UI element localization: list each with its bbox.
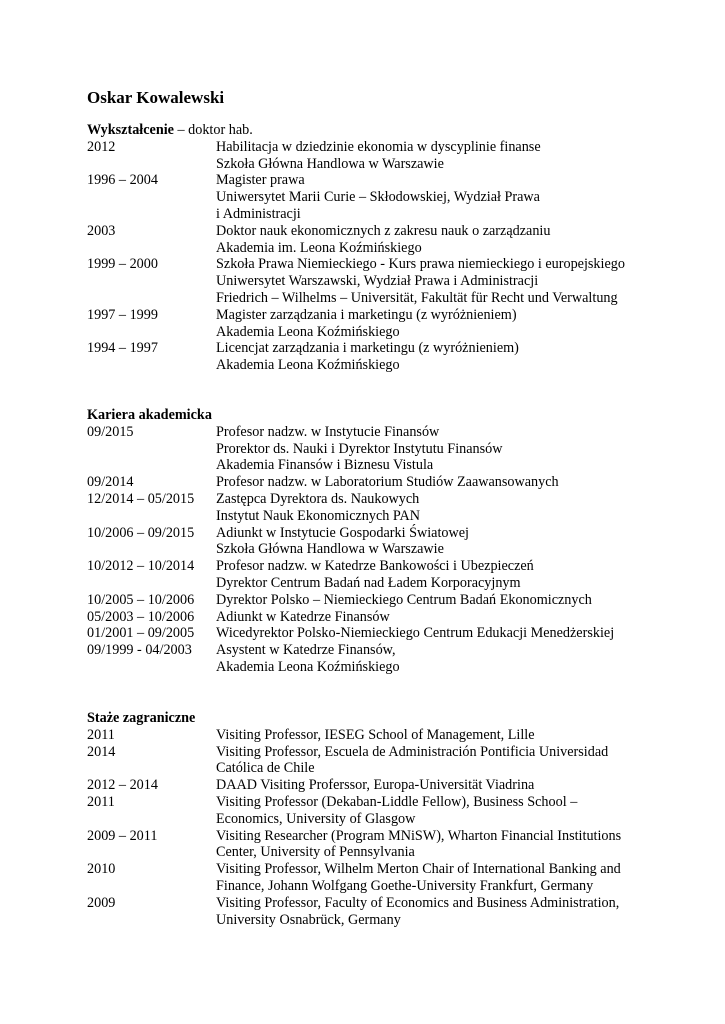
entry-line: Dyrektor Polsko – Niemieckiego Centrum Badań Ekonomicznych — [216, 591, 592, 608]
cv-entry — [87, 895, 639, 929]
cv-entry — [87, 861, 639, 895]
entry-description — [216, 895, 639, 929]
cv-entry — [87, 592, 639, 609]
entry-date: 09/1999 - 04/2003 — [87, 642, 192, 659]
entry-line: Uniwersytet Warszawski, Wydział Prawa i Administracji — [216, 273, 539, 290]
entry-line: Profesor nadzw. w Katedrze Bankowości i Ubezpieczeń — [216, 558, 534, 575]
entry-date: 2010 — [87, 861, 116, 878]
entry-description — [216, 491, 639, 525]
entry-line: Magister prawa — [216, 172, 305, 189]
entry-line: i Administracji — [216, 205, 301, 222]
entry-line: Zastępca Dyrektora ds. Naukowych — [216, 490, 420, 507]
education-section — [87, 122, 639, 374]
entry-line: Licencjat zarządzania i marketingu (z wyróżnieniem) — [216, 340, 519, 357]
entry-date: 2014 — [87, 743, 116, 760]
entry-date: 10/2005 – 10/2006 — [87, 591, 195, 608]
entry-date: 2012 – 2014 — [87, 777, 158, 794]
cv-entry — [87, 256, 639, 306]
entry-line: Visiting Professor, Escuela de Administración Pontificia Universidad — [216, 743, 609, 760]
entry-line: Asystent w Katedrze Finansów, — [216, 642, 396, 659]
cv-entry — [87, 223, 639, 257]
entry-line: Dyrektor Centrum Badań nad Ładem Korporacyjnym — [216, 574, 521, 591]
entry-description — [216, 744, 639, 778]
entry-line: Magister zarządzania i marketingu (z wyróżnieniem) — [216, 306, 517, 323]
entry-line: Visiting Professor, Faculty of Economics and Business Administration, — [216, 894, 620, 911]
entry-description — [216, 592, 639, 609]
cv-entry — [87, 625, 639, 642]
entry-description — [216, 828, 639, 862]
entry-line: Economics, University of Glasgow — [216, 810, 416, 827]
entry-description — [216, 223, 639, 257]
entry-description — [216, 139, 639, 173]
entry-date: 10/2006 – 09/2015 — [87, 524, 195, 541]
entry-description — [216, 307, 639, 341]
academic-career-heading: Kariera akademicka — [87, 407, 212, 423]
entry-date: 09/2015 — [87, 423, 134, 440]
entry-date: 09/2014 — [87, 474, 134, 491]
entry-line: Visiting Professor, Wilhelm Merton Chair of International Banking and — [216, 861, 621, 878]
person-name: Oskar Kowalewski — [87, 88, 225, 107]
entry-line: Profesor nadzw. w Instytucie Finansów — [216, 423, 440, 440]
education-degree: – doktor hab. — [173, 122, 253, 138]
entry-description — [216, 172, 639, 222]
entry-line: Visiting Professor, IESEG School of Management, Lille — [216, 726, 535, 743]
cv-entry — [87, 558, 639, 592]
entry-line: Visiting Professor (Dekaban-Liddle Fellow), Business School – — [216, 793, 578, 810]
cv-entry — [87, 307, 639, 341]
entry-line: Finance, Johann Wolfgang Goethe-University Frankfurt, Germany — [216, 877, 594, 894]
foreign-internships-heading: Staże zagraniczne — [87, 710, 196, 726]
entry-line: Friedrich – Wilhelms – Universität, Fakultät für Recht und Verwaltung — [216, 289, 618, 306]
cv-entry — [87, 172, 639, 222]
entry-description — [216, 794, 639, 828]
entry-line: Profesor nadzw. w Laboratorium Studiów Zaawansowanych — [216, 474, 559, 491]
entry-description — [216, 256, 639, 306]
education-heading-label: Wykształcenie — [87, 122, 174, 138]
entry-line: Akademia Leona Koźmińskiego — [216, 658, 400, 675]
cv-entry — [87, 424, 639, 474]
entry-line: Visiting Researcher (Program MNiSW), Wharton Financial Institutions — [216, 827, 622, 844]
entry-description — [216, 777, 639, 794]
entry-description — [216, 558, 639, 592]
academic-career-section — [87, 407, 639, 676]
cv-entry — [87, 642, 639, 676]
entry-line: Szkoła Prawa Niemieckiego - Kurs prawa niemieckiego i europejskiego — [216, 256, 625, 273]
entry-description — [216, 861, 639, 895]
entry-line: University Osnabrück, Germany — [216, 911, 401, 928]
entry-date: 1994 – 1997 — [87, 340, 158, 357]
entry-date: 10/2012 – 10/2014 — [87, 558, 195, 575]
entry-line: Akademia Leona Koźmińskiego — [216, 323, 400, 340]
entry-date: 2009 – 2011 — [87, 827, 158, 844]
entry-date: 2012 — [87, 138, 116, 155]
cv-entry — [87, 491, 639, 525]
entry-line: Habilitacja w dziedzinie ekonomia w dyscyplinie finanse — [216, 138, 541, 155]
entry-line: Szkoła Główna Handlowa w Warszawie — [216, 541, 444, 558]
cv-entry — [87, 609, 639, 626]
entry-line: Prorektor ds. Nauki i Dyrektor Instytutu Finansów — [216, 440, 503, 457]
entry-date: 2011 — [87, 726, 115, 743]
cv-entry — [87, 777, 639, 794]
entry-description — [216, 642, 639, 676]
academic-career-list — [87, 424, 639, 676]
cv-entry — [87, 525, 639, 559]
foreign-internships-list — [87, 727, 639, 929]
entry-line: DAAD Visiting Proferssor, Europa-Universität Viadrina — [216, 777, 535, 794]
entry-date: 2003 — [87, 222, 116, 239]
entry-line: Adiunkt w Katedrze Finansów — [216, 608, 390, 625]
entry-description — [216, 727, 639, 744]
entry-date: 1997 – 1999 — [87, 306, 158, 323]
cv-entry — [87, 474, 639, 491]
entry-description — [216, 609, 639, 626]
entry-line: Akademia Leona Koźmińskiego — [216, 357, 400, 374]
entry-date: 1996 – 2004 — [87, 172, 158, 189]
entry-date: 01/2001 – 09/2005 — [87, 625, 195, 642]
entry-description — [216, 424, 639, 474]
entry-date: 12/2014 – 05/2015 — [87, 490, 195, 507]
entry-description — [216, 525, 639, 559]
cv-entry — [87, 340, 639, 374]
entry-date: 1999 – 2000 — [87, 256, 158, 273]
education-list — [87, 139, 639, 374]
cv-entry — [87, 828, 639, 862]
entry-line: Szkoła Główna Handlowa w Warszawie — [216, 155, 444, 172]
entry-description — [216, 474, 639, 491]
entry-line: Adiunkt w Instytucie Gospodarki Światowej — [216, 524, 469, 541]
entry-line: Instytut Nauk Ekonomicznych PAN — [216, 507, 420, 524]
cv-entry — [87, 727, 639, 744]
education-heading — [87, 122, 639, 139]
entry-description — [216, 340, 639, 374]
entry-line: Uniwersytet Marii Curie – Skłodowskiej, Wydział Prawa — [216, 189, 540, 206]
entry-line: Wicedyrektor Polsko-Niemieckiego Centrum Edukacji Menedżerskiej — [216, 625, 615, 642]
entry-date: 05/2003 – 10/2006 — [87, 608, 195, 625]
entry-line: Akademia im. Leona Koźmińskiego — [216, 239, 422, 256]
entry-description — [216, 625, 639, 642]
foreign-internships-section — [87, 710, 639, 928]
entry-line: Católica de Chile — [216, 760, 315, 777]
cv-entry — [87, 139, 639, 173]
entry-line: Center, University of Pennsylvania — [216, 844, 415, 861]
cv-entry — [87, 794, 639, 828]
entry-date: 2011 — [87, 793, 115, 810]
cv-entry — [87, 744, 639, 778]
entry-line: Doktor nauk ekonomicznych z zakresu nauk o zarządzaniu — [216, 222, 551, 239]
entry-date: 2009 — [87, 894, 116, 911]
entry-line: Akademia Finansów i Biznesu Vistula — [216, 457, 434, 474]
